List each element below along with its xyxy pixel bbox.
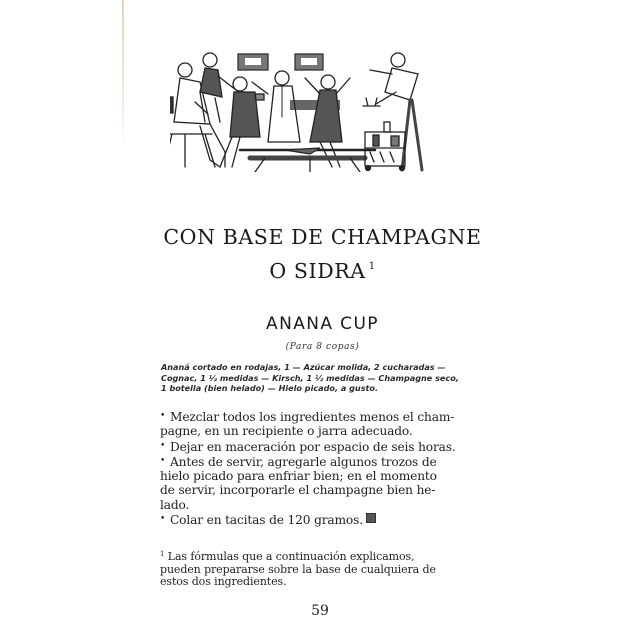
bullet-icon: • xyxy=(160,411,166,421)
step-text: hielo picado para enfriar bien; en el momento xyxy=(160,469,437,484)
step-text: Antes de servir, agregarle algunos trozos de xyxy=(170,454,437,469)
ingredients-line: Cognac, 1 ½ medidas — Kirsch, 1 ½ medidas — Champagne seco, xyxy=(161,372,459,383)
step-text: pagne, en un recipiente o jarra adecuado. xyxy=(160,424,413,439)
footnote-line: pueden prepararse sobre la base de cualquiera de xyxy=(160,562,436,576)
chapter-title-line-2: O SIDRA $^1$ xyxy=(269,259,376,283)
step-line xyxy=(160,424,496,438)
step-line xyxy=(160,469,496,483)
ingredients-line: Ananá cortado en rodajas, 1 — Azúcar molida, 2 cucharadas — xyxy=(161,362,446,372)
footnote-reference: 1 xyxy=(368,261,376,272)
step-text: Mezclar todos los ingredientes menos el cham- xyxy=(170,410,455,424)
footnote xyxy=(160,548,496,589)
step-line xyxy=(160,409,496,424)
ingredients-list xyxy=(161,362,491,394)
step-text: Colar en tacitas de 120 gramos. xyxy=(170,513,363,528)
step-text: lado. xyxy=(160,497,190,512)
bullet-icon: • xyxy=(160,514,166,525)
end-of-recipe-icon xyxy=(366,513,376,523)
step-line xyxy=(160,512,496,527)
recipe-title: ANANA CUP xyxy=(266,314,379,334)
step-text: Dejar en maceración por espacio de seis horas. xyxy=(170,439,456,454)
step-line xyxy=(160,439,496,454)
step-text: de servir, incorporarle el champagne bien he- xyxy=(160,483,436,498)
ingredients-line: 1 botella (bien helado) — Hielo picado, a gusto. xyxy=(161,383,379,393)
recipe-steps xyxy=(160,409,496,527)
footnote-line: $^1$ Las fórmulas que a continuación explicamos, xyxy=(160,550,415,563)
bullet-icon: • xyxy=(160,440,166,451)
bullet-icon: • xyxy=(160,455,166,466)
footnote-line: estos dos ingredientes. xyxy=(160,575,287,588)
page-number: 59 xyxy=(311,603,329,619)
party-scene-illustration xyxy=(170,42,475,172)
step-line xyxy=(160,454,496,469)
step-line xyxy=(160,498,496,512)
recipe-servings: (Para 8 copas) xyxy=(285,342,360,352)
chapter-title-line-1: CON BASE DE CHAMPAGNE xyxy=(163,225,482,249)
step-line xyxy=(160,483,496,497)
chapter-title xyxy=(150,222,495,286)
footnote-marker: 1 xyxy=(160,550,165,558)
